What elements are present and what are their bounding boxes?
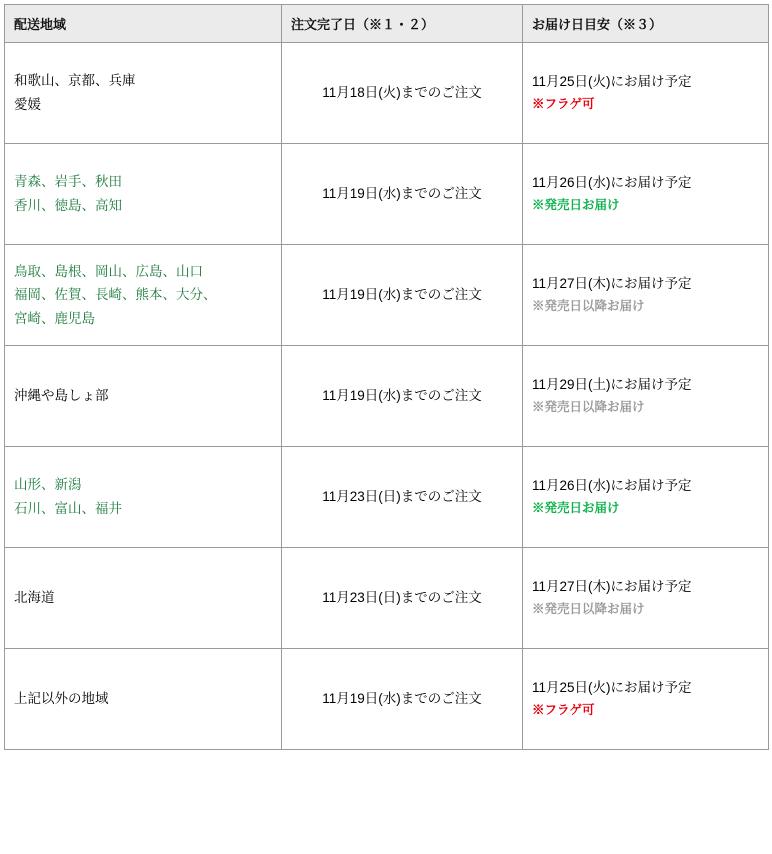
- cell-region: [5, 649, 282, 750]
- cell-order-date: 11月19日(水)までのご注文: [282, 346, 523, 447]
- arrival-note-badge: ※フラゲ可: [532, 703, 595, 718]
- region-line: 北海道: [14, 590, 55, 606]
- table-row: [5, 548, 769, 649]
- region-line: 石川、富山、福井: [14, 501, 122, 516]
- region-line: 沖縄や島しょ部: [14, 388, 109, 404]
- table-row: [5, 649, 769, 750]
- cell-arrival-date: [523, 346, 769, 447]
- arrival-note-badge: ※発売日以降お届け: [532, 400, 645, 415]
- region-line: 鳥取、島根、岡山、広島、山口: [14, 263, 203, 279]
- cell-region: [5, 548, 282, 649]
- cell-region: [5, 245, 282, 346]
- region-line: 宮崎、鹿児島: [14, 310, 95, 326]
- table-row: [5, 447, 769, 548]
- cell-region: [5, 447, 282, 548]
- cell-region: [5, 346, 282, 447]
- cell-region: [5, 43, 282, 144]
- region-line: 和歌山、京都、兵庫: [14, 73, 136, 89]
- arrival-note-badge: ※発売日以降お届け: [532, 602, 645, 617]
- cell-arrival-date: [523, 649, 769, 750]
- column-header-arrival-date: お届け日目安（※３）: [523, 5, 769, 43]
- cell-arrival-date: [523, 245, 769, 346]
- region-line: 山形、新潟: [14, 477, 82, 493]
- column-header-order-date: 注文完了日（※１・２）: [282, 5, 523, 43]
- arrival-date-text: 11月27日(木)にお届け予定: [532, 275, 692, 291]
- cell-region: [5, 144, 282, 245]
- table-row: [5, 144, 769, 245]
- cell-order-date: 11月23日(日)までのご注文: [282, 548, 523, 649]
- arrival-date-text: 11月27日(木)にお届け予定: [532, 578, 692, 594]
- cell-order-date: 11月19日(水)までのご注文: [282, 144, 523, 245]
- table-row: [5, 245, 769, 346]
- cell-order-date: 11月23日(日)までのご注文: [282, 447, 523, 548]
- column-header-region: 配送地域: [5, 5, 282, 43]
- cell-arrival-date: [523, 43, 769, 144]
- arrival-note-badge: ※発売日以降お届け: [532, 299, 645, 314]
- cell-order-date: 11月19日(水)までのご注文: [282, 649, 523, 750]
- cell-order-date: 11月19日(水)までのご注文: [282, 245, 523, 346]
- arrival-date-text: 11月29日(土)にお届け予定: [532, 376, 692, 392]
- arrival-date-text: 11月25日(火)にお届け予定: [532, 73, 692, 89]
- table-body: [5, 43, 769, 750]
- arrival-note-badge: ※発売日お届け: [532, 198, 620, 213]
- arrival-date-text: 11月26日(水)にお届け予定: [532, 174, 692, 190]
- table-header: [5, 5, 769, 43]
- cell-order-date: 11月18日(火)までのご注文: [282, 43, 523, 144]
- region-line: 青森、岩手、秋田: [14, 174, 122, 190]
- region-line: 福岡、佐賀、長崎、熊本、大分、: [14, 287, 217, 303]
- cell-arrival-date: [523, 144, 769, 245]
- arrival-note-badge: ※発売日お届け: [532, 501, 620, 516]
- region-line: 愛媛: [14, 97, 41, 112]
- arrival-date-text: 11月25日(火)にお届け予定: [532, 679, 692, 695]
- arrival-date-text: 11月26日(水)にお届け予定: [532, 477, 692, 493]
- arrival-note-badge: ※フラゲ可: [532, 97, 595, 112]
- region-line: 上記以外の地域: [14, 691, 109, 707]
- table-header-row: [5, 5, 769, 43]
- delivery-schedule-table: [4, 4, 769, 750]
- table-row: [5, 43, 769, 144]
- region-line: 香川、徳島、高知: [14, 198, 122, 213]
- table-row: [5, 346, 769, 447]
- cell-arrival-date: [523, 548, 769, 649]
- cell-arrival-date: [523, 447, 769, 548]
